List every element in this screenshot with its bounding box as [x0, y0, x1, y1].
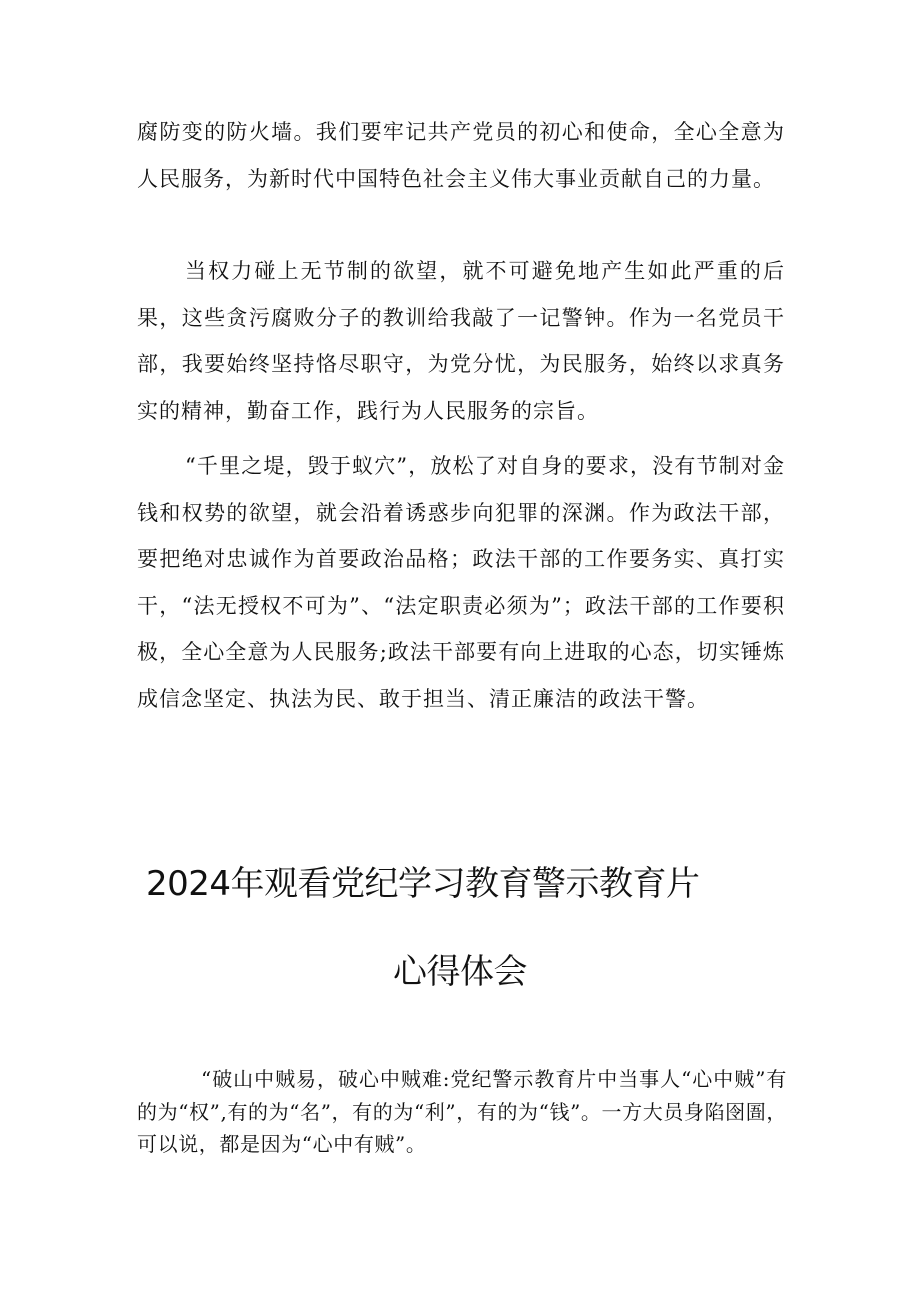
article-title-line-1: 2024年观看党纪学习教育警示教育片	[146, 864, 700, 904]
paragraph-continuation: 腐防变的防火墙。我们要牢记共产党员的初心和使命，全心全意为人民服务，为新时代中国特色社会主义伟大事业贡献自己的力量。	[137, 120, 785, 191]
article-title-line-2: 心得体会	[393, 952, 527, 992]
paragraph-power-and-desire: 当权力碰上无节制的欲望，就不可避免地产生如此严重的后果，这些贪污腐败分子的教训给我敲了一记警钟。作为一名党员干部，我要始终坚持恪尽职守，为党分忧，为民服务，始终以求真务实的精神，勤奋工作，践行为人民服务的宗旨。	[137, 259, 785, 423]
paragraph-political-legal-cadres: “千里之堤，毁于蚁穴”，放松了对自身的要求，没有节制对金钱和权势的欲望，就会沿着诱惑步向犯罪的深渊。作为政法干部，要把绝对忠诚作为首要政治品格；政法干部的工作要务实、真打实干，“法无授权不可为”、“法定职责必须为”；政法干部的工作要积极，全心全意为人民服务;政法干部要有向上进取的心态，切实锤炼成信念坚定、执法为民、敢于担当、清正廉洁的政法干警。	[137, 454, 785, 711]
paragraph-thief-in-heart: “破山中贼易，破心中贼难:党纪警示教育片中当事人“心中贼”有的为“权”,有的为“名”，有的为“利”，有的为“钱”。一方大员身陷囹圄，可以说，都是因为“心中有贼”。	[137, 1067, 787, 1156]
